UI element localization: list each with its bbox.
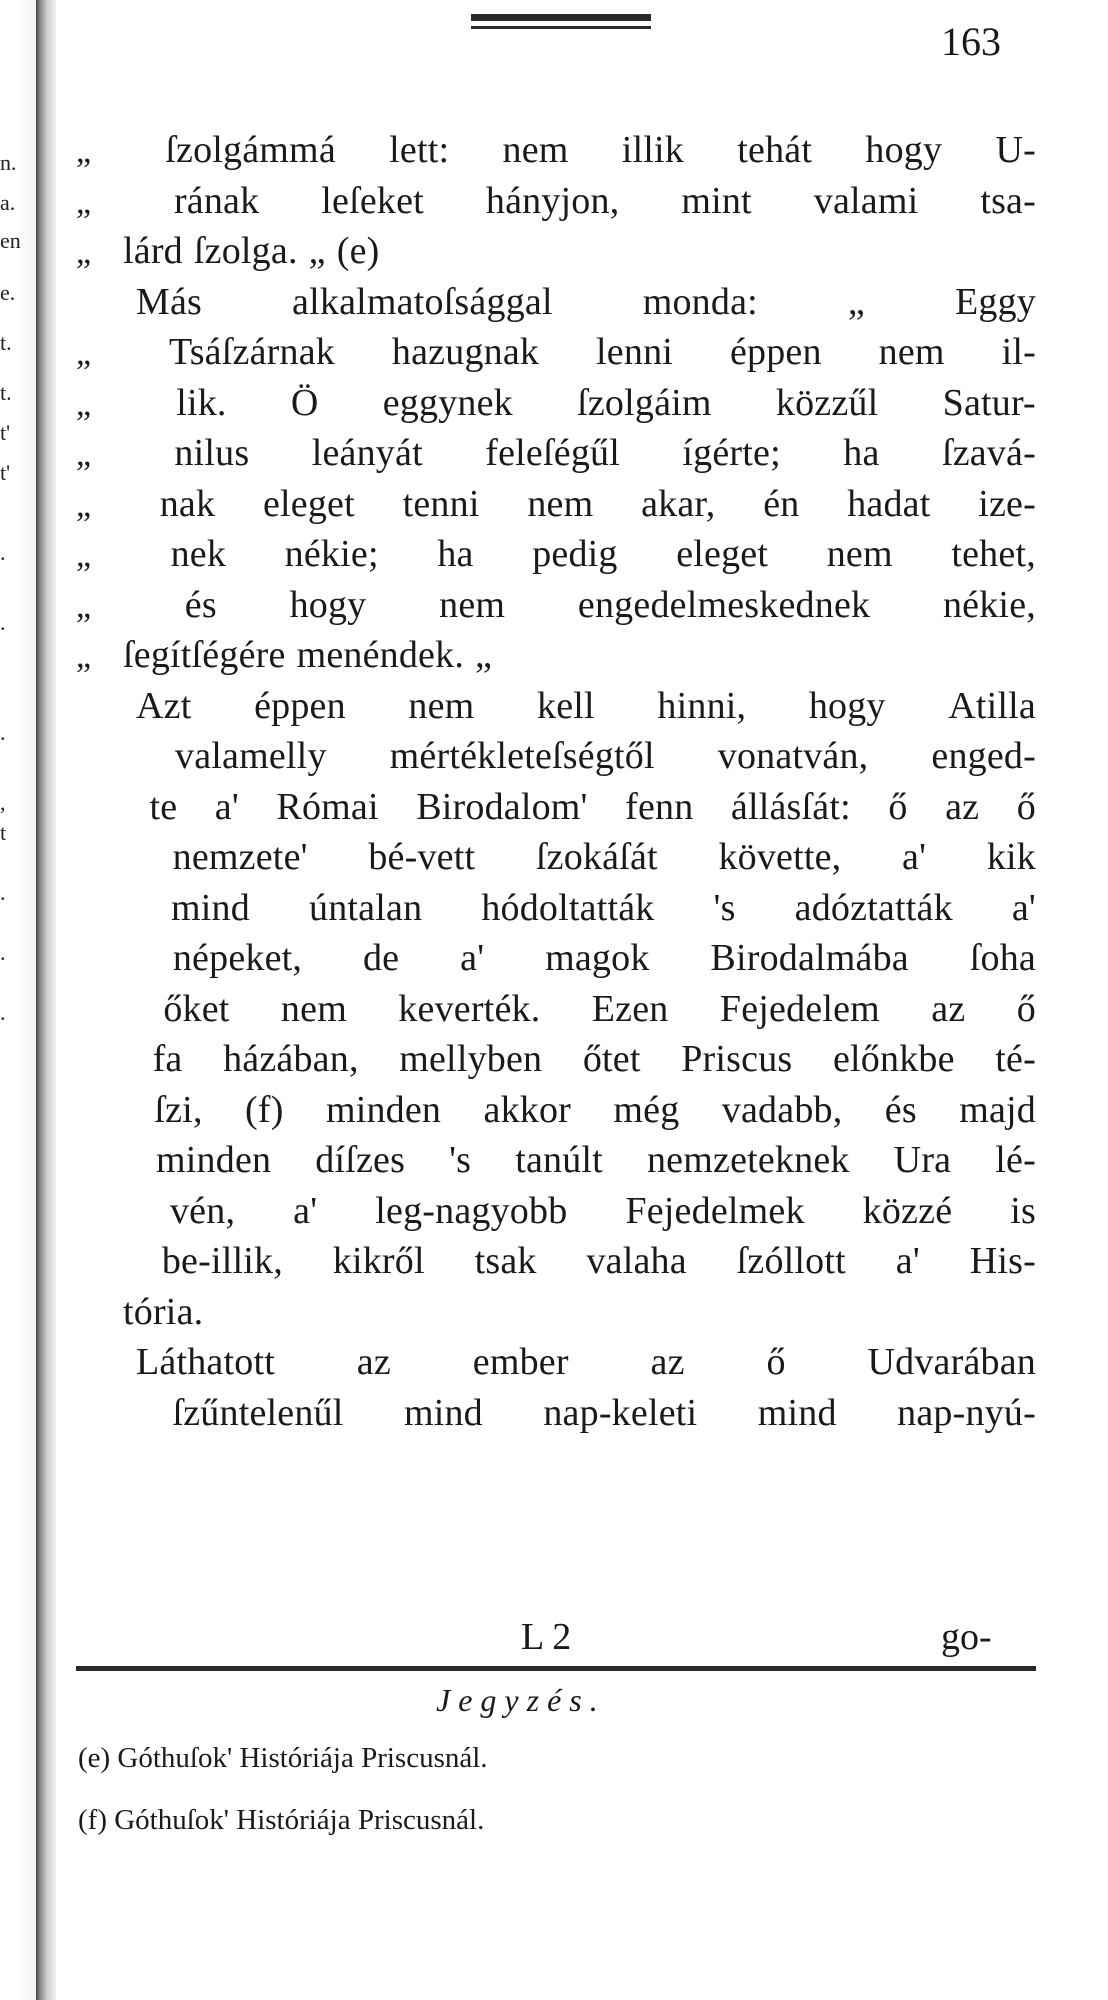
margin-fragment: t [0,820,7,845]
word: monda: [642,280,758,323]
word: hadat [847,482,931,525]
word: díſzes [315,1139,406,1181]
word: a' [902,836,927,878]
text-line [76,936,1036,987]
word: mind [403,1391,483,1434]
footnotes-heading: Jegyzés. [436,1682,606,1718]
word: az [356,1341,391,1383]
word: közzűl [775,381,879,424]
book-page [56,0,1108,2000]
quote-mark: „ [76,385,92,423]
text-line [76,1290,1036,1341]
text-line [76,987,1036,1038]
text-line [76,1340,1036,1391]
margin-fragment: n. [0,150,17,175]
margin-fragment: t. [0,380,12,405]
word: előnkbe [832,1038,955,1080]
word: valami [813,179,919,222]
margin-fragment: , [0,790,6,815]
word: magok [545,937,650,979]
word: fa [152,1038,183,1080]
word: ize- [978,482,1036,525]
word: alkalmatoſsággal [292,280,553,323]
word: leányát [311,432,423,474]
text-line [76,229,1036,280]
word: valamelly [175,735,327,777]
word: vén, [169,1189,236,1232]
word: ő [888,785,908,828]
word: vadabb, [721,1088,843,1131]
word: Tsáſzárnak [168,331,335,373]
word: nem [826,533,893,575]
text-line [76,532,1036,583]
word: a' [895,1240,920,1282]
word: (e) [336,230,380,272]
word: nap-keleti [543,1391,698,1434]
quote-mark: „ [76,133,92,170]
footnote-rule [76,1662,1036,1674]
word: az [931,987,966,1030]
word: tenni [402,482,480,525]
text-line [76,381,1036,432]
catchword: go- [941,1616,992,1658]
word: adóztatták [794,886,953,929]
word: hogy [289,583,367,626]
word: nek [170,533,227,575]
word: „ [308,230,326,272]
word: 's [713,886,736,929]
word: leg-nagyobb [375,1189,568,1232]
word: mellyben [399,1038,543,1080]
text-line [76,1189,1036,1240]
margin-fragment: en [0,228,21,253]
quote-mark: „ [76,537,92,574]
word: ígérte; [682,432,781,474]
word: (f) [245,1088,284,1131]
word: Más [136,280,203,323]
word: feleſégűl [485,432,620,474]
word: eleget [676,533,769,575]
word: 's [449,1139,472,1181]
word: Satur- [942,381,1036,424]
word: menéndek. [296,634,465,676]
page-number: 163 [941,19,1001,64]
word: eggynek [382,381,513,424]
word: követte, [718,836,842,878]
word: Ura [893,1139,952,1181]
text-line [76,583,1036,634]
word: valaha [586,1240,687,1282]
text-line [76,684,1036,735]
quote-mark: „ [76,183,92,221]
book-gutter [36,0,56,2000]
quote-mark: „ [76,587,92,625]
word: majd [959,1088,1036,1131]
word: hányjon, [485,179,620,222]
word: ſzokáſát [535,836,658,878]
text-line [76,179,1036,230]
word: té- [995,1038,1036,1080]
word: „ [847,280,865,323]
word: nem [280,987,347,1030]
word: és [884,1088,917,1131]
word: én [763,482,800,525]
text-line [76,1088,1036,1139]
word: ſzolgáim [577,381,712,424]
word: a' [1011,886,1036,929]
margin-fragment: . [0,540,6,565]
word: hinni, [657,684,747,727]
word: ſoha [969,937,1036,979]
word: hogy [865,129,943,171]
word: minden [325,1088,442,1131]
word: Ö [290,381,319,424]
text-line [76,1138,1036,1189]
word: ſzavá- [941,432,1036,474]
text-line [76,1239,1036,1290]
word: „ [475,634,493,676]
word: úntalan [309,886,423,929]
word: az [650,1341,685,1383]
word: lárd [123,230,183,272]
word: leſeket [321,179,424,222]
word: lik. [176,381,227,424]
word: rának [173,179,260,222]
text-line [76,128,1036,179]
word: Udvarában [867,1341,1036,1383]
text-line [76,734,1036,785]
margin-fragment: . [0,720,6,745]
word: és [184,583,217,626]
margin-fragment: . [0,1000,6,1025]
body-text [76,128,1036,1441]
word: tsa- [980,179,1036,222]
text-line [76,431,1036,482]
word: Ezen [591,987,669,1030]
word: pedig [532,533,618,575]
footnote-e: (e) Góthuſok' Históriája Priscusnál. [78,1742,488,1774]
word: nilus [174,432,250,474]
word: hogy [808,684,886,727]
text-line [76,1037,1036,1088]
word: ſzi, [154,1088,203,1131]
word: hódoltatták [481,886,655,929]
word: nékie, [942,583,1036,626]
word: éppen [254,684,346,727]
margin-fragment: t' [0,460,11,485]
word: a' [460,937,485,979]
word: ha [843,432,880,474]
text-line [76,482,1036,533]
quote-mark: „ [76,486,92,524]
word: az [945,785,980,828]
word: nak [159,482,216,525]
word: Láthatott [136,1341,275,1383]
word: nem [527,482,594,525]
word: kell [537,684,595,727]
word: éppen [729,331,822,373]
margin-fragment: . [0,610,6,635]
word: vonatván, [717,735,869,777]
word: akar, [641,482,716,525]
word: de [362,937,400,979]
word: Birodalom' [416,785,588,828]
word: ő [766,1341,786,1383]
word: ſzűntelenűl [172,1391,344,1434]
word: nem [439,583,506,626]
word: akkor [483,1088,572,1131]
word: őtet [582,1038,641,1080]
word: állásſát: [730,785,851,828]
word: Római [276,785,379,828]
word: eleget [262,482,355,525]
text-line [76,886,1036,937]
word: a' [214,785,239,828]
word: Eggy [954,280,1036,323]
word: mint [681,179,752,222]
word: U- [995,129,1036,171]
word: nem [878,331,945,373]
word: Birodalmába [710,937,909,979]
word: ő [1016,785,1036,828]
word: ſzolga. [193,230,298,272]
word: Priscus [681,1038,793,1080]
word: mind [171,886,250,929]
margin-fragment: e. [0,280,16,305]
margin-fragment: . [0,940,6,965]
word: házában, [223,1038,359,1080]
text-line [76,785,1036,836]
word: nemzete' [172,836,308,878]
word: közzé [862,1189,953,1232]
word: Azt [136,684,192,727]
word: nemzeteknek [646,1139,850,1181]
quote-mark: „ [76,436,92,473]
word: ſzóllott [736,1240,846,1282]
word: Atilla [948,684,1036,727]
word: kikről [332,1240,425,1282]
quote-mark: „ [76,234,92,271]
word: engedelmeskednek [577,583,871,626]
word: még [613,1088,680,1131]
word: mértékleteſségtől [389,735,655,777]
footnote-f: (f) Góthuſok' Históriája Priscusnál. [78,1804,485,1836]
word: tehát [737,129,813,171]
word: illik [621,129,685,171]
word: keverték. [398,987,541,1030]
quote-mark: „ [76,335,92,372]
text-line [76,633,1036,684]
header-ornament-rule [471,14,651,32]
quote-mark: „ [76,638,92,675]
text-line [76,1391,1036,1442]
word: enged- [931,735,1036,777]
word: őket [163,987,230,1030]
word: tsak [474,1240,537,1282]
margin-fragment: t. [0,330,12,355]
word: ha [437,533,474,575]
text-line [76,330,1036,381]
word: népeket, [172,937,303,979]
margin-fragment: t' [0,420,11,445]
word: nékie; [284,533,379,575]
adjacent-page-edge [0,0,36,2000]
word: fenn [625,785,694,828]
word: nap-nyú- [897,1391,1036,1434]
signature-mark: L 2 [521,1616,572,1658]
word: mind [757,1391,837,1434]
signature-line [521,1615,1021,1665]
word: ſegítſégére [123,634,286,676]
word: il- [1001,331,1036,373]
word: be-illik, [161,1240,283,1282]
text-line [76,835,1036,886]
word: lett: [389,129,450,171]
word: minden [156,1139,272,1181]
text-line [76,280,1036,331]
word: Fejedelmek [625,1189,805,1232]
word: te [149,785,178,828]
word: tória. [123,1290,204,1333]
word: ſzolgámmá [165,129,336,171]
word: Fejedelem [719,987,880,1030]
word: lé- [995,1139,1036,1181]
word: ember [472,1341,569,1383]
word: hazugnak [391,331,540,373]
word: nem [502,129,569,171]
word: kik [986,836,1036,878]
word: tehet, [951,533,1036,575]
word: tanúlt [515,1139,603,1181]
word: ő [1016,987,1036,1030]
word: is [1010,1189,1036,1232]
margin-fragment: a. [0,190,16,215]
word: nem [408,684,475,727]
margin-fragment: . [0,880,6,905]
word: His- [969,1240,1036,1282]
word: lenni [596,331,674,373]
word: a' [293,1189,318,1232]
word: bé-vett [368,836,476,878]
